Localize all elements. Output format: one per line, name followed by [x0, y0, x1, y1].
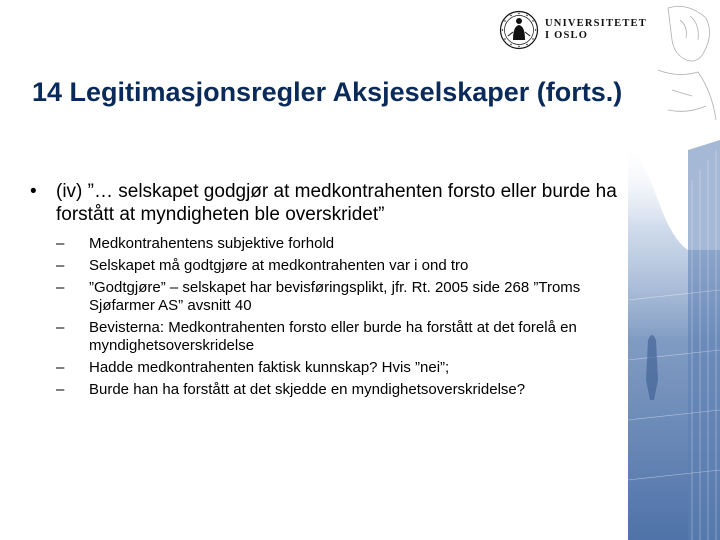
slide-title: 14 Legitimasjonsregler Aksjeselskaper (forts.)	[32, 77, 623, 107]
dash-mark: –	[56, 279, 65, 296]
sub-item-text: ”Godtgjøre” – selskapet har bevisføringsplikt, jfr. Rt. 2005 side 268 ”Troms Sjøfarmer AS” avsnitt 40	[89, 279, 581, 314]
sub-item	[56, 257, 630, 275]
dash-mark: –	[56, 235, 65, 252]
sub-item-text: Selskapet må godtgjøre at medkontrahenten var i ond tro	[89, 257, 469, 274]
sub-item-text: Burde han ha forstått at det skjedde en myndighetsoverskridelse?	[89, 381, 526, 398]
main-bullet-text: (iv) ”… selskapet godgjør at medkontrahenten forsto eller burde ha forstått at myndigheten ble overskridet”	[56, 181, 617, 225]
main-bullet	[30, 180, 630, 226]
slide-content	[30, 180, 630, 403]
sub-item-text: Hadde medkontrahenten faktisk kunnskap? Hvis ”nei”;	[89, 359, 450, 376]
sub-item	[56, 235, 630, 253]
sub-item	[56, 359, 630, 377]
university-logo	[499, 10, 647, 50]
dash-mark: –	[56, 257, 65, 274]
university-seal-icon	[499, 10, 539, 50]
decorative-sculpture-band	[628, 0, 720, 540]
dash-mark: –	[56, 319, 65, 336]
dash-mark: –	[56, 359, 65, 376]
university-name-line1: UNIVERSITETET	[545, 18, 647, 29]
sub-list	[30, 235, 630, 399]
dash-mark: –	[56, 381, 65, 398]
bullet-mark: •	[30, 181, 37, 202]
sub-item	[56, 279, 630, 315]
sub-item	[56, 381, 630, 399]
sub-item-text: Medkontrahentens subjektive forhold	[89, 235, 335, 252]
sub-item-text: Bevisterna: Medkontrahenten forsto eller burde ha forstått at det forelå en myndighetsoverskridelse	[89, 319, 577, 354]
university-name-line2: I OSLO	[545, 30, 589, 41]
sub-item	[56, 319, 630, 355]
